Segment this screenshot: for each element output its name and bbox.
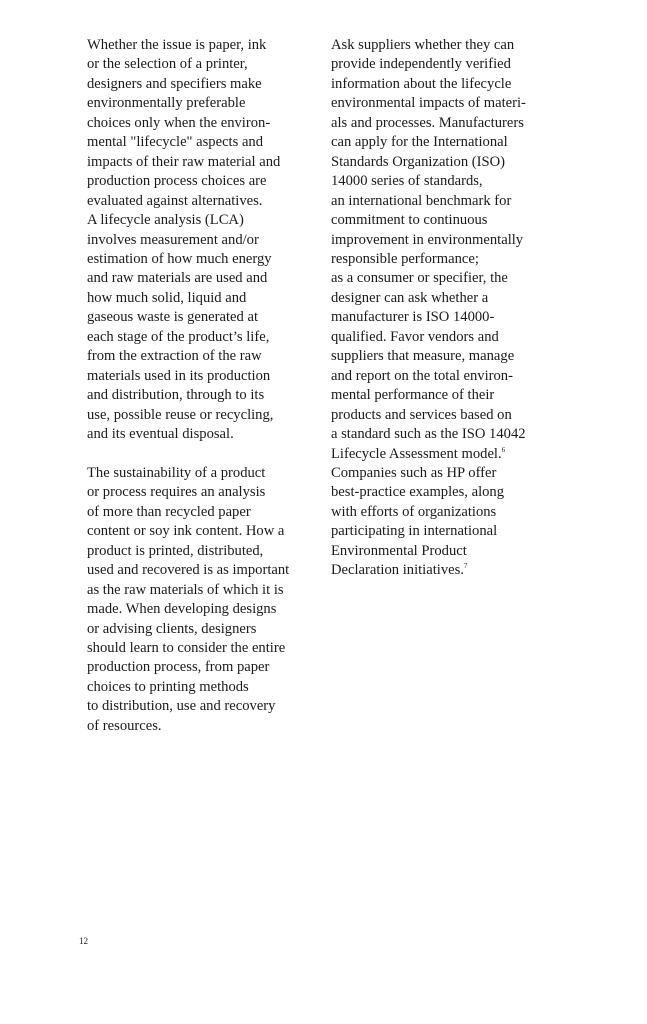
text-line: made. When developing designs xyxy=(87,601,277,618)
text-line-content: Declaration initiatives. xyxy=(331,562,464,579)
text-line: designers and specifiers make xyxy=(87,75,262,92)
text-line-content: Lifecycle Assessment model. xyxy=(331,445,502,462)
text-line: of resources. xyxy=(87,717,162,734)
text-line: The sustainability of a product xyxy=(87,464,266,481)
text-line: as the raw materials of which it is xyxy=(87,581,284,598)
text-line: of more than recycled paper xyxy=(87,503,251,520)
text-line: manufacturer is ISO 14000- xyxy=(331,309,495,326)
text-line: improvement in environmentally xyxy=(331,231,524,248)
footnote-marker-7[interactable]: 7 xyxy=(463,562,468,571)
text-line: als and processes. Manufacturers xyxy=(331,114,524,131)
text-line: or process requires an analysis xyxy=(87,484,266,501)
text-line: content or soy ink content. How a xyxy=(87,523,285,540)
text-line: choices only when the environ- xyxy=(87,114,271,131)
text-line: environmentally preferable xyxy=(87,95,246,112)
text-line: Standards Organization (ISO) xyxy=(331,153,506,170)
text-line: Whether the issue is paper, ink xyxy=(87,37,267,53)
left-column xyxy=(87,36,322,736)
text-line: materials used in its production xyxy=(87,367,271,384)
text-line: each stage of the product’s life, xyxy=(87,328,270,345)
text-line: used and recovered is as important xyxy=(87,562,290,579)
text-line xyxy=(331,561,566,580)
text-line: involves measurement and/or xyxy=(87,231,259,248)
text-line: impacts of their raw material and xyxy=(87,153,281,170)
right-column xyxy=(331,36,566,581)
text-line: Environmental Product xyxy=(331,542,467,559)
text-line: a standard such as the ISO 14042 xyxy=(331,426,526,443)
text-line: participating in international xyxy=(331,523,498,540)
text-line: choices to printing methods xyxy=(87,678,249,695)
text-line: qualified. Favor vendors and xyxy=(331,328,499,345)
paragraph-sustainability xyxy=(87,464,322,736)
text-line: and distribution, through to its xyxy=(87,387,265,404)
text-line: an international benchmark for xyxy=(331,192,512,209)
text-line: mental "lifecycle" aspects and xyxy=(87,134,264,151)
text-line: A lifecycle analysis (LCA) xyxy=(87,212,244,229)
text-line: and raw materials are used and xyxy=(87,270,268,287)
text-line: use, possible reuse or recycling, xyxy=(87,406,274,423)
text-line: or the selection of a printer, xyxy=(87,56,248,73)
text-line: Ask suppliers whether they can xyxy=(331,37,515,53)
text-line: suppliers that measure, manage xyxy=(331,348,515,365)
text-line: to distribution, use and recovery xyxy=(87,698,276,715)
text-line: designer can ask whether a xyxy=(331,289,489,306)
text-line: responsible performance; xyxy=(331,250,479,267)
text-line xyxy=(331,445,566,464)
text-line: estimation of how much energy xyxy=(87,250,272,267)
text-line: with efforts of organizations xyxy=(331,503,497,520)
text-line: products and services based on xyxy=(331,406,512,423)
page-number: 12 xyxy=(79,936,88,946)
text-line: environmental impacts of materi- xyxy=(331,95,526,112)
text-line: mental performance of their xyxy=(331,387,495,404)
text-line: gaseous waste is generated at xyxy=(87,309,259,326)
text-line: can apply for the International xyxy=(331,134,508,151)
text-line: from the extraction of the raw xyxy=(87,348,262,365)
text-line: product is printed, distributed, xyxy=(87,542,264,559)
text-line: information about the lifecycle xyxy=(331,75,512,92)
text-line: or advising clients, designers xyxy=(87,620,257,637)
text-line: provide independently verified xyxy=(331,56,511,73)
text-line: and its eventual disposal. xyxy=(87,426,234,443)
paragraph-lifecycle xyxy=(87,36,322,445)
text-line: production process choices are xyxy=(87,173,267,190)
paragraph-suppliers xyxy=(331,36,566,581)
text-line: Companies such as HP offer xyxy=(331,464,497,481)
text-line: commitment to continuous xyxy=(331,212,488,229)
text-line: best-practice examples, along xyxy=(331,484,505,501)
text-line: how much solid, liquid and xyxy=(87,289,247,306)
text-line: and report on the total environ- xyxy=(331,367,513,384)
text-line: evaluated against alternatives. xyxy=(87,192,263,209)
text-line: production process, from paper xyxy=(87,659,270,676)
text-line: as a consumer or specifier, the xyxy=(331,270,508,287)
text-line: should learn to consider the entire xyxy=(87,640,286,657)
text-line: 14000 series of standards, xyxy=(331,173,483,190)
footnote-marker-6[interactable]: 6 xyxy=(501,445,506,454)
